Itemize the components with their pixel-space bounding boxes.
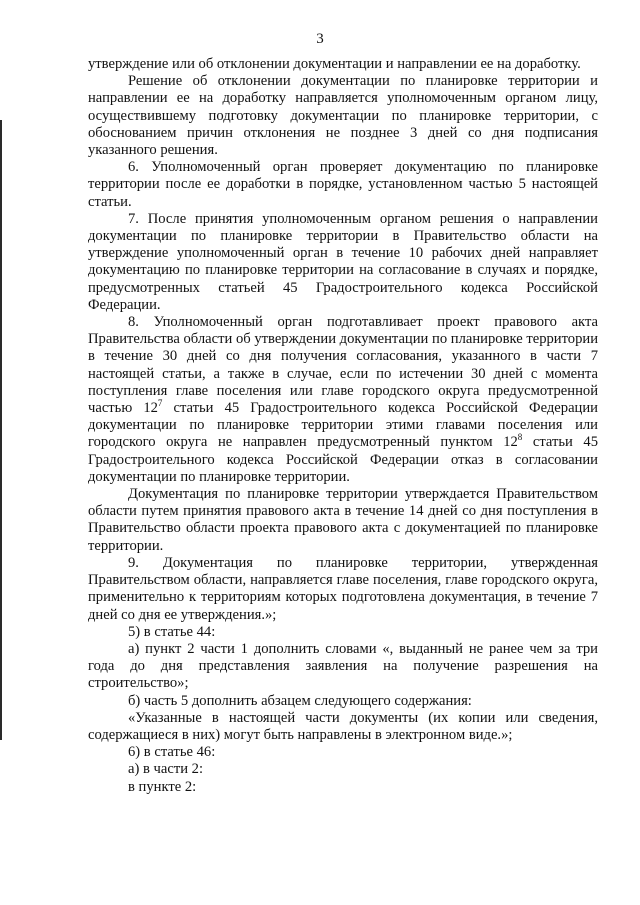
paragraph-item-7: 7. После принятия уполномоченным органом решения о направлении документации по планировке территории в Правительство области на утверждение уполномоченный орган в течение 10 рабочих дней направляет документацию по планировке территории на согласование в случаях и порядке, предусмотренных статьей 45 Градостроительного кодекса Российской Федерации.: [88, 210, 598, 313]
item-8-ref-2: 12: [503, 434, 518, 451]
paragraph-article-46: 6) в статье 46:: [128, 744, 216, 761]
paragraph-44-b-quote: «Указанные в настоящей части документы (их копии или сведения, содержащиеся в них) могут быть направлены в электронном виде.»;: [88, 709, 598, 743]
item-8-text-middle: статьи 45 Градостроительного кодекса Российской Федерации документации по планировке территории этими главами поселения или городского округа не направлен предусмотренный пунктом: [88, 400, 598, 451]
item-8-superscript-1: 7: [157, 398, 163, 409]
paragraph-rejection-decision: Решение об отклонении документации по планировке территории и направлении ее на доработку направляется уполномоченным органом лицу, осуществившему подготовку документации по планировке территории, с обоснованием причин отклонения не позднее 3 дней со дня подписания указанного решения.: [88, 73, 598, 159]
item-8-text-start: 8. Уполномоченный орган подготавливает проект правового акта Правительства области об утверждении документации по планировке территории в течение 30 дней со дня получения согласования, указанного в части 7 настоящей статьи, а также в случае, если по истечении 30 дней с момента поступления главе поселения или главе городского округа предусмотренной частью: [88, 314, 598, 417]
item-8-superscript-2: 8: [517, 432, 523, 443]
paragraph-approval: Документация по планировке территории утверждается Правительством области путем принятия правового акта в течение 14 дней со дня поступления в Правительство области проекта правового акта с документацией по планировке территории.: [88, 486, 598, 554]
paragraph-44-a: а) пункт 2 части 1 дополнить словами «, выданный не ранее чем за три года до дня представления заявления на получение разрешения на строительство»;: [88, 640, 598, 692]
item-8-text-end: статьи 45 Градостроительного кодекса Российской Федерации отказ в согласовании документации по планировке территории.: [88, 434, 598, 485]
paragraph-item-8: [88, 314, 598, 486]
paragraph-44-b: б) часть 5 дополнить абзацем следующего содержания:: [128, 692, 472, 709]
page-number: 3: [316, 31, 324, 47]
paragraph-item-9: 9. Документация по планировке территории, утвержденная Правительством области, направляется главе поселения, главе городского округа, применительно к территориям которых подготовлена документация, в течение 7 дней со дня ее утверждения.»;: [88, 554, 598, 623]
document-body: [88, 56, 598, 796]
paragraph-46-a: а) в части 2:: [128, 761, 204, 778]
scan-edge-mark: [0, 120, 2, 740]
paragraph-continuation: утверждение или об отклонении документации и направлении ее на доработку.: [88, 56, 581, 72]
paragraph-article-44: 5) в статье 44:: [128, 623, 216, 640]
paragraph-46-point-2: в пункте 2:: [128, 778, 197, 795]
item-8-ref-1: 12: [143, 400, 158, 417]
paragraph-item-6: 6. Уполномоченный орган проверяет документацию по планировке территории после ее доработки в порядке, установленном частью 5 настоящей статьи.: [88, 159, 598, 210]
